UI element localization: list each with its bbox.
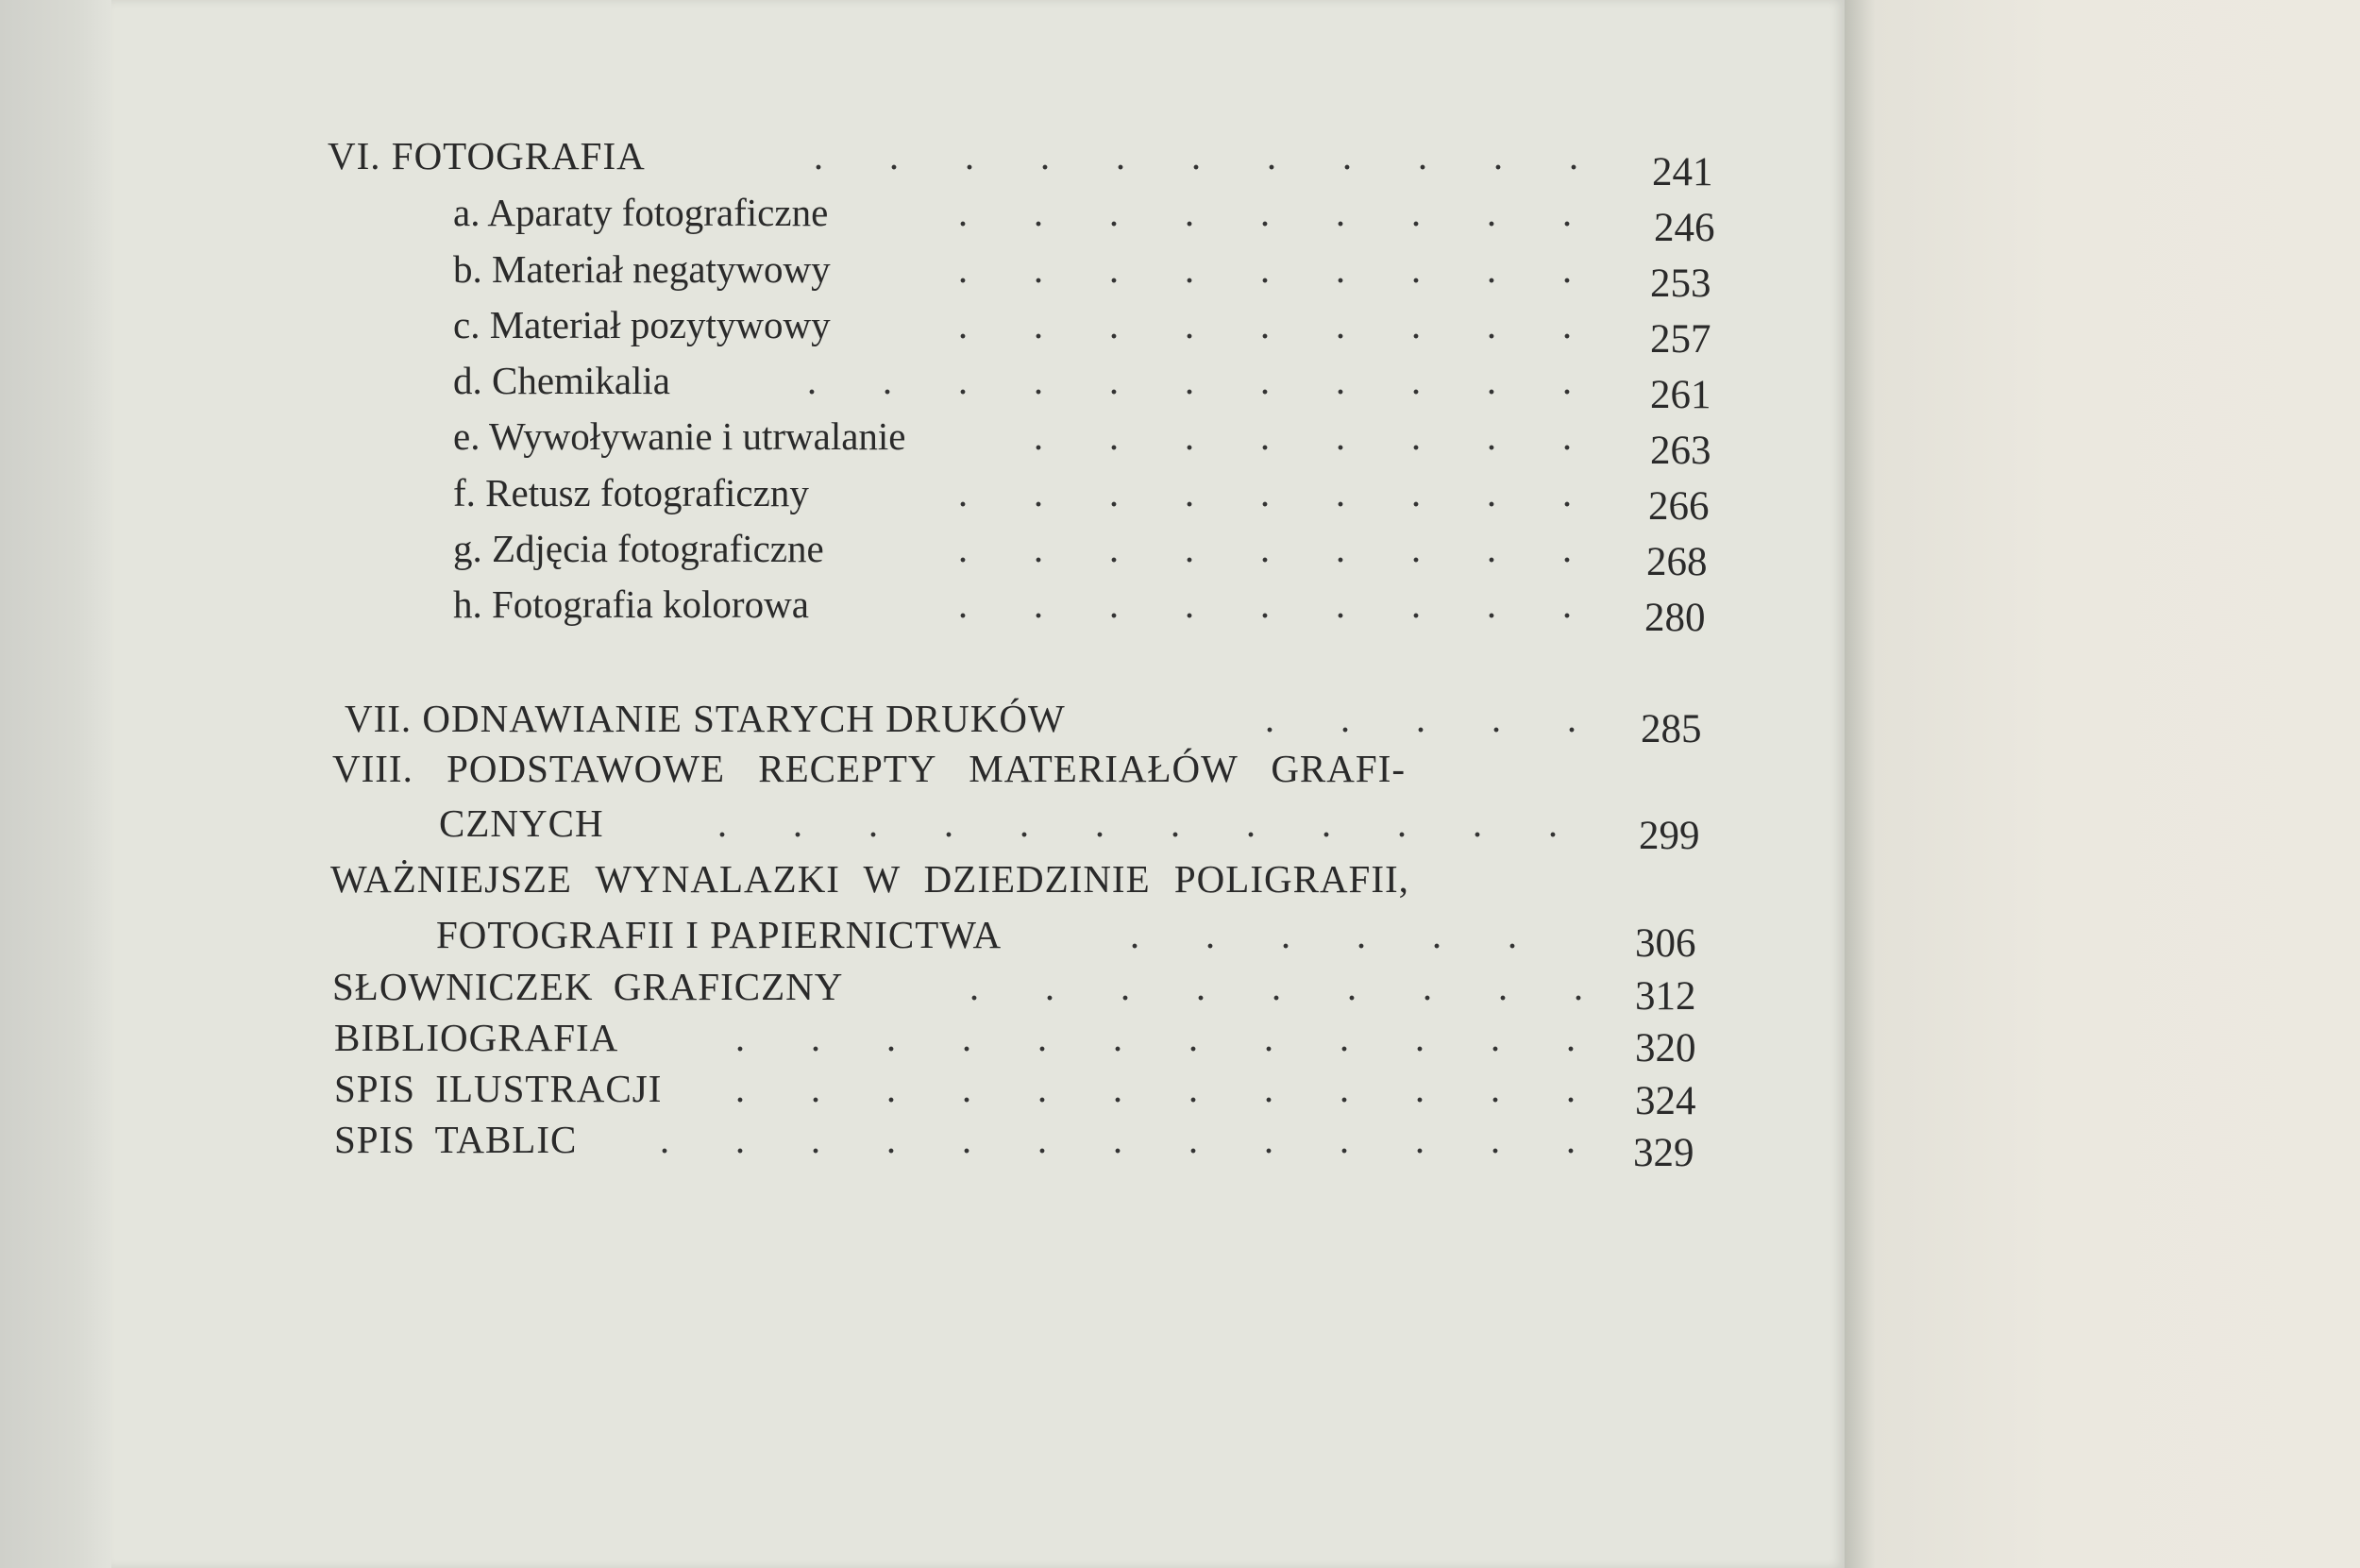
toc-page-number: 246: [1654, 206, 1715, 250]
leader-dots: . . . . . . . . .: [957, 527, 1573, 570]
toc-label: VIII. PODSTAWOWE RECEPTY MATERIAŁÓW GRAFI-: [332, 747, 1406, 790]
leader-dots: . . . . . . . . . . . .: [734, 1016, 1576, 1059]
leader-dots: . . . . . .: [1129, 913, 1518, 956]
toc-label: c. Materiał pozytywowy: [453, 303, 831, 346]
toc-label: CZNYCH: [439, 801, 604, 845]
toc-label: h. Fotografia kolorowa: [453, 582, 809, 626]
toc-entry-f: [453, 466, 1586, 519]
leader-dots: . . . . . . . . .: [957, 247, 1573, 291]
toc-label: b. Materiał negatywowy: [453, 247, 831, 291]
toc-page-number: 320: [1635, 1026, 1696, 1071]
toc-page-number: 266: [1648, 484, 1710, 529]
toc-label: VII. ODNAWIANIE STARYCH DRUKÓW: [345, 697, 1066, 740]
toc-entry-illustrations: [334, 1062, 1590, 1115]
leader-dots: . . . . . . . . . . .: [813, 134, 1579, 177]
leader-dots: . . . . . . . . .: [957, 303, 1573, 346]
toc-entry-inventions: [330, 852, 1595, 905]
toc-label: BIBLIOGRAFIA: [334, 1016, 619, 1059]
toc-label: e. Wywoływanie i utrwalanie: [453, 414, 906, 458]
leader-dots: . . . . . . . . . . . .: [734, 1067, 1576, 1110]
toc-entry-b: [453, 243, 1586, 295]
toc-entry-section-viii: [332, 742, 1588, 795]
toc-entry-section-vi: [328, 129, 1583, 182]
toc-page-number: 285: [1641, 707, 1702, 751]
toc-entry-section-vii: [345, 692, 1600, 745]
leader-dots: . . . . . . . . . . . .: [716, 801, 1559, 845]
toc-entry-plates: [334, 1113, 1590, 1166]
toc-page-number: 253: [1650, 261, 1711, 306]
toc-entry-a: [453, 186, 1586, 239]
toc-page-number: 263: [1650, 429, 1711, 473]
toc-entry-e: [453, 410, 1586, 463]
toc-entry-c: [453, 298, 1586, 351]
leader-dots: . . . . .: [1264, 697, 1577, 740]
leader-dots: . . . . . . . . .: [969, 965, 1584, 1008]
toc-entry-inventions-cont: [436, 908, 1588, 961]
toc-label: SPIS TABLIC: [334, 1118, 578, 1161]
toc-label: g. Zdjęcia fotograficzne: [453, 527, 824, 570]
leader-dots: . . . . . . . . .: [957, 471, 1573, 514]
toc-label: VI. FOTOGRAFIA: [328, 134, 646, 177]
toc-page-number: 268: [1646, 540, 1708, 584]
toc-label: WAŻNIEJSZE WYNALAZKI W DZIEDZINIE POLIGRAFII,: [330, 857, 1409, 901]
toc-label: FOTOGRAFII I PAPIERNICTWA: [436, 913, 1003, 956]
toc-page-number: 312: [1635, 974, 1696, 1019]
toc-page-number: 280: [1644, 596, 1706, 640]
leader-dots: . . . . . . . . .: [957, 582, 1573, 626]
toc-label: SPIS ILUSTRACJI: [334, 1067, 663, 1110]
toc-entry-section-viii-cont: [439, 797, 1591, 850]
toc-entry-g: [453, 522, 1586, 575]
toc-label: a. Aparaty fotograficzne: [453, 191, 829, 234]
toc-label: f. Retusz fotograficzny: [453, 471, 809, 514]
toc-page-number: 306: [1635, 921, 1696, 966]
toc-entry-bibliography: [334, 1011, 1590, 1064]
toc-page-number: 261: [1650, 373, 1711, 417]
leader-dots: . . . . . . . . . . . . .: [659, 1118, 1576, 1161]
toc-page-number: 299: [1639, 814, 1700, 858]
leader-dots: . . . . . . . . . . .: [806, 359, 1573, 402]
toc-entry-d: [453, 354, 1586, 407]
toc-page-number: 324: [1635, 1079, 1696, 1123]
toc-entry-h: [453, 578, 1586, 631]
leader-dots: . . . . . . . . .: [957, 191, 1573, 234]
toc-label: d. Chemikalia: [453, 359, 671, 402]
toc-page-number: 257: [1650, 317, 1711, 362]
toc-label: SŁOWNICZEK GRAFICZNY: [332, 965, 844, 1008]
toc-entry-glossary: [332, 960, 1588, 1013]
toc-page-number: 241: [1652, 150, 1713, 194]
toc-page-number: 329: [1633, 1131, 1694, 1175]
leader-dots: . . . . . . . .: [1033, 414, 1573, 458]
